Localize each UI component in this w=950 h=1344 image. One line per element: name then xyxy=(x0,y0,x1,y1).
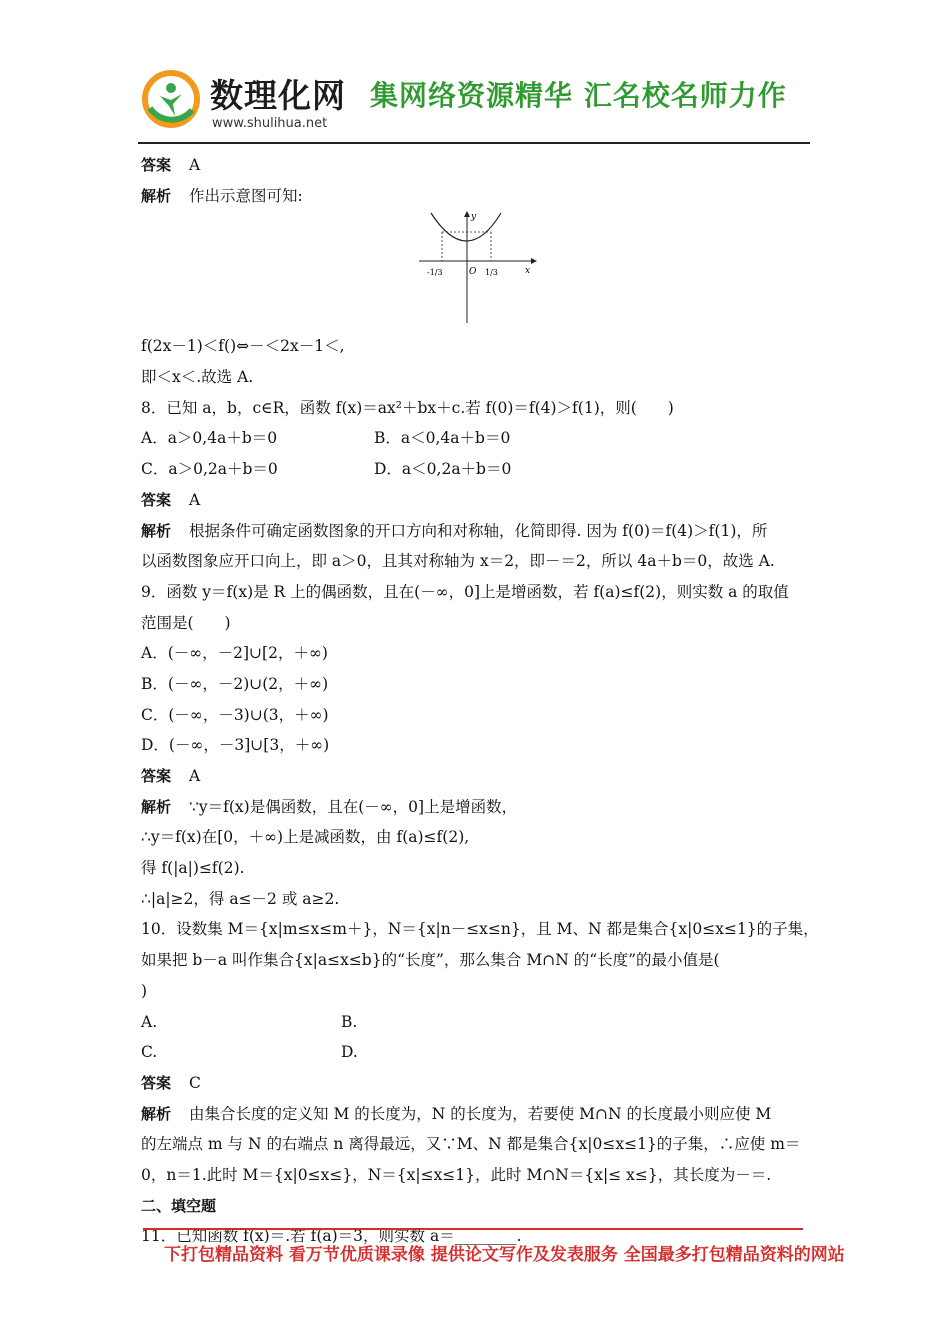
q8-options-row1 xyxy=(141,423,813,454)
q7-analysis-text: 作出示意图可知: xyxy=(189,186,303,205)
origin-label: O xyxy=(469,267,477,278)
q8-analysis-2: 以函数图象应开口向上，即 a＞0，且其对称轴为 x＝2，即－＝2，所以 4a＋b＝0，故选 A. xyxy=(141,552,775,571)
q9-option-d: D．(－∞，－3]∪[3，＋∞) xyxy=(141,736,330,755)
answer-label: 答案 xyxy=(141,156,172,174)
q10-answer-line xyxy=(141,1068,813,1099)
q9-option-c: C．(－∞，－3)∪(3，＋∞) xyxy=(141,705,329,724)
brand-name: 数理化网 xyxy=(210,76,346,115)
q7-analysis-line xyxy=(141,181,813,212)
q10-option-a: A. xyxy=(141,1012,158,1031)
q10-stem-2: 如果把 b－a 叫作集合{x|a≤x≤b}的“长度”，那么集合 M∩N 的“长度”的最小值是( xyxy=(141,951,720,970)
q7-line2: 即＜x＜.故选 A. xyxy=(141,368,254,387)
q7-line1: f(2x－1)＜f()⇔－＜2x－1＜, xyxy=(141,337,345,356)
q8-stem: 8．已知 a，b，c∈R，函数 f(x)＝ax²＋bx＋c.若 f(0)＝f(4)＞f(1)，则( ) xyxy=(141,398,674,417)
q9-option-a: A．(－∞，－2]∪[2，＋∞) xyxy=(141,644,328,663)
y-label: y xyxy=(471,212,477,223)
q7-answer-line xyxy=(141,150,813,181)
footer-divider xyxy=(143,1228,803,1230)
q9-analysis-3: 得 f(|a|)≤f(2). xyxy=(141,859,245,878)
q9-answer: A xyxy=(189,767,201,785)
q9-stem-1: 9．函数 y＝f(x)是 R 上的偶函数，且在(－∞，0]上是增函数，若 f(a)≤f(2)，则实数 a 的取值 xyxy=(141,582,789,601)
logo-icon xyxy=(142,70,200,128)
answer-label: 答案 xyxy=(141,767,172,785)
q8-analysis-1: 根据条件可确定函数图象的开口方向和对称轴，化简即得. 因为 f(0)＝f(4)＞f(1)，所 xyxy=(189,521,768,540)
q8-option-c: C．a＞0,2a＋b＝0 xyxy=(141,460,278,479)
q8-option-b: B．a＜0,4a＋b＝0 xyxy=(374,429,511,448)
x-label: x xyxy=(525,266,531,277)
q10-stem-1: 10．设数集 M＝{x|m≤x≤m＋}，N＝{x|n－≤x≤n}，且 M、N 都是集合{x|0≤x≤1}的子集， xyxy=(141,920,819,939)
q10-analysis-2: 的左端点 m 与 N 的右端点 n 离得最远，又∵M、N 都是集合{x|0≤x≤1}的子集，∴应使 m＝ xyxy=(141,1135,801,1154)
analysis-label: 解析 xyxy=(141,1104,172,1123)
left-tick-label: -1/3 xyxy=(427,268,443,278)
q10-option-c: C. xyxy=(141,1043,158,1062)
q10-option-d: D. xyxy=(341,1043,358,1062)
q10-stem-3: ) xyxy=(141,981,148,1000)
answer-label: 答案 xyxy=(141,1073,172,1092)
q8-option-d: D．a＜0,2a＋b＝0 xyxy=(374,460,512,479)
parabola-figure xyxy=(141,211,813,331)
footer-banner[interactable]: 下打包精品资料 看万节优质课录像 提供论文写作及发表服务 全国最多打包精品资料的网站 xyxy=(164,1245,845,1265)
page-header xyxy=(138,64,813,144)
analysis-label: 解析 xyxy=(141,186,172,205)
section-title: 二、填空题 xyxy=(141,1196,217,1215)
parabola-graph xyxy=(419,211,539,326)
answer-label: 答案 xyxy=(141,490,172,509)
q10-analysis-line1 xyxy=(141,1099,813,1130)
document-body xyxy=(141,150,819,1252)
analysis-label: 解析 xyxy=(141,797,172,816)
q8-option-a: A．a＞0,4a＋b＝0 xyxy=(141,429,278,448)
q7-answer: A xyxy=(189,156,201,174)
q11-stem: 11．已知函数 f(x)＝.若 f(a)＝3，则实数 a＝________. xyxy=(141,1227,522,1246)
q9-answer-line xyxy=(141,761,813,792)
header-divider xyxy=(138,142,810,144)
q10-options-row1 xyxy=(141,1007,813,1038)
q8-answer-line xyxy=(141,485,813,516)
parabola-curve xyxy=(431,213,501,241)
q10-answer: C xyxy=(189,1073,201,1092)
q9-analysis-2: ∴y＝f(x)在[0，＋∞)上是减函数，由 f(a)≤f(2), xyxy=(141,828,470,847)
q10-options-row2 xyxy=(141,1037,813,1068)
q10-option-b: B. xyxy=(341,1012,358,1031)
brand-url[interactable]: www.shulihua.net xyxy=(212,116,328,131)
q9-analysis-1: ∵y＝f(x)是偶函数，且在(－∞，0]上是增函数， xyxy=(189,797,518,816)
q8-analysis-line1 xyxy=(141,516,813,547)
q10-analysis-3: 0，n＝1.此时 M＝{x|0≤x≤}，N＝{x|≤x≤1}，此时 M∩N＝{x|≤ x≤}，其长度为－＝. xyxy=(141,1165,772,1184)
q9-stem-2: 范围是( ) xyxy=(141,613,231,632)
q8-answer: A xyxy=(189,490,201,509)
q9-analysis-line1 xyxy=(141,792,813,823)
right-tick-label: 1/3 xyxy=(485,268,498,278)
q10-analysis-1: 由集合长度的定义知 M 的长度为，N 的长度为，若要使 M∩N 的长度最小则应使 M xyxy=(189,1104,772,1123)
q9-option-b: B．(－∞，－2)∪(2，＋∞) xyxy=(141,674,329,693)
analysis-label: 解析 xyxy=(141,521,172,540)
q9-analysis-4: ∴|a|≥2，得 a≤－2 或 a≥2. xyxy=(141,889,340,908)
q8-options-row2 xyxy=(141,454,813,485)
header-slogan: 集网络资源精华 汇名校名师力作 xyxy=(370,79,787,112)
